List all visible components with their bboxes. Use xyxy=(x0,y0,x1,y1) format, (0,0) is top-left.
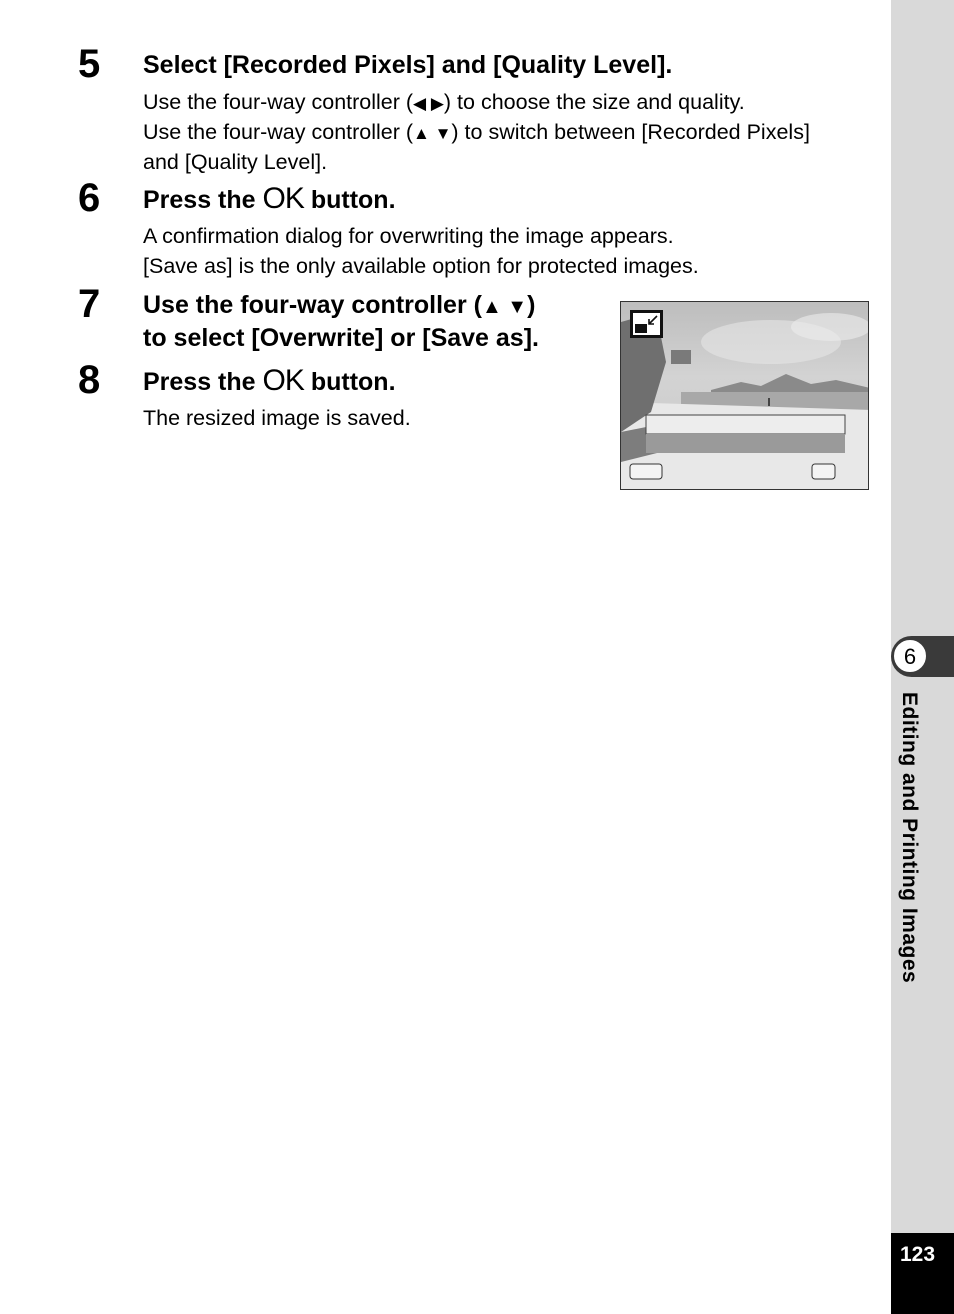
step-5-line-1: Use the four-way controller (◀ ▶) to choose the size and quality. xyxy=(143,90,745,114)
dialog-option-overwrite[interactable] xyxy=(646,415,845,434)
up-down-arrows-icon: ▲ ▼ xyxy=(413,124,452,143)
step-7-heading-line-2: to select [Overwrite] or [Save as]. xyxy=(143,324,539,352)
page-number: 123 xyxy=(899,1243,936,1266)
step-8-heading: Press the OK button. xyxy=(143,364,396,397)
step-7-heading-line-1: Use the four-way controller (▲ ▼) xyxy=(143,291,536,319)
resize-icon xyxy=(630,310,663,338)
chapter-title: Editing and Printing Images xyxy=(898,692,921,984)
step-6-line-1: A confirmation dialog for overwriting the image appears. xyxy=(143,224,674,248)
sign-post xyxy=(671,350,691,364)
step-5-heading: Select [Recorded Pixels] and [Quality Level]. xyxy=(143,51,673,79)
step-6-line-2: [Save as] is the only available option for protected images. xyxy=(143,254,699,278)
step-number-8: 8 xyxy=(78,358,101,402)
left-right-arrows-icon: ◀ ▶ xyxy=(413,94,444,113)
ok-screen-button[interactable] xyxy=(812,464,835,479)
step-number-5: 5 xyxy=(78,42,101,86)
step-5-line-2: Use the four-way controller (▲ ▼) to switch between [Recorded Pixels] xyxy=(143,120,810,144)
chapter-number: 6 xyxy=(893,639,927,673)
step-5-line-3: and [Quality Level]. xyxy=(143,150,328,174)
beach-photo xyxy=(621,302,869,490)
step-number-6: 6 xyxy=(78,176,101,220)
ok-button-icon: OK xyxy=(262,182,304,215)
camera-screen-illustration xyxy=(620,301,869,490)
menu-button[interactable] xyxy=(630,464,662,479)
step-8-line-1: The resized image is saved. xyxy=(143,406,411,430)
step-number-7: 7 xyxy=(78,282,101,326)
step-6-heading: Press the OK button. xyxy=(143,182,396,215)
up-down-arrows-icon: ▲ ▼ xyxy=(481,296,528,318)
ok-button-icon: OK xyxy=(262,364,304,397)
dialog-option-save-as[interactable] xyxy=(646,434,845,453)
